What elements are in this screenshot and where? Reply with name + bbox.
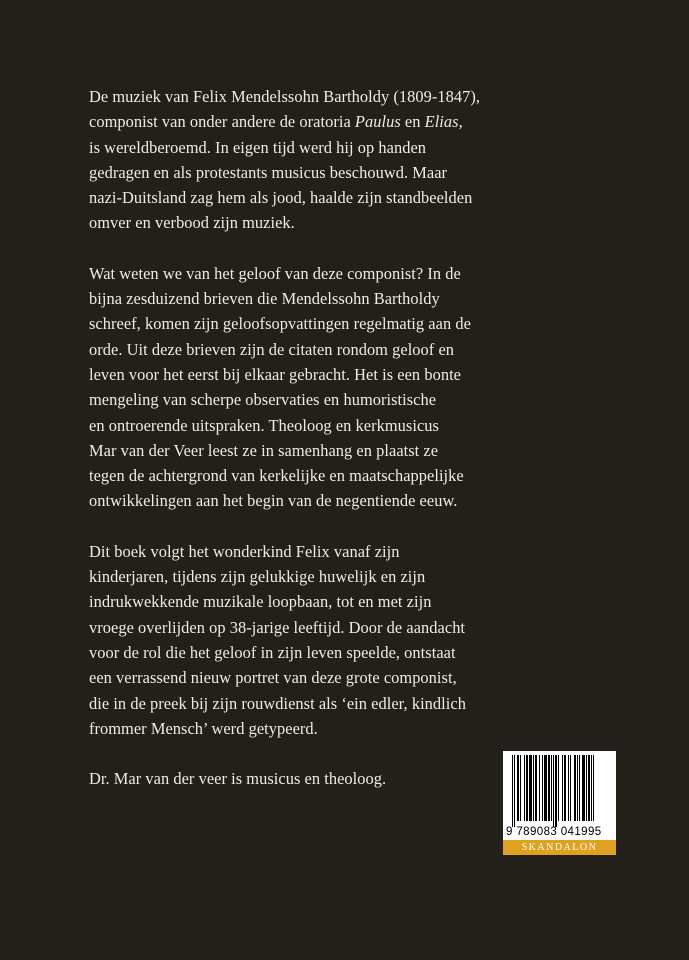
text-line: en ontroerende uitspraken. Theoloog en kerkmusicus [89, 415, 439, 435]
text-line: voor de rol die het geloof in zijn leven speelde, ontstaat [89, 642, 456, 662]
barcode-bar [570, 755, 571, 821]
isbn-number: 9 789083 041995 [506, 826, 602, 838]
barcode-bar [514, 755, 515, 827]
barcode-bar [568, 755, 569, 821]
barcode-bar [577, 755, 578, 821]
barcode-bar [548, 755, 550, 821]
barcode-bar [529, 755, 532, 821]
barcode-bar [593, 755, 594, 821]
text-line: die in de preek bij zijn rouwdienst als ‘ein edler, kindlich [89, 693, 466, 713]
barcode-bar [582, 755, 585, 821]
isbn-barcode [503, 751, 616, 854]
text-line: Wat weten we van het geloof van deze componist? In de [89, 263, 461, 283]
publisher-logo: SKANDALON [503, 840, 616, 855]
blurb [89, 84, 609, 816]
barcode-bar [512, 755, 513, 827]
barcode-bar [535, 755, 537, 821]
oratorio-title: Elias [424, 112, 459, 132]
barcode-bar [517, 755, 519, 821]
text-segment: en [400, 112, 425, 132]
barcode-bar [558, 755, 559, 821]
barcode-bar [551, 755, 552, 821]
text-line: kinderjaren, tijdens zijn gelukkige huwelijk en zijn [89, 567, 426, 587]
barcode-bar [520, 755, 521, 821]
text-line: vroege overlijden op 38-jarige leeftijd. Door de aandacht [89, 617, 466, 637]
barcode-bar [553, 755, 554, 827]
paragraph-letters [89, 261, 609, 514]
text-line: leven voor het eerst bij elkaar gebracht. Het is een bonte [89, 364, 461, 384]
barcode-bar [591, 755, 592, 821]
text-line: omver en verbood zijn muziek. [89, 213, 295, 233]
barcode-bar [539, 755, 540, 821]
text-line: De muziek van Felix Mendelssohn Bartholdy (1809-1847), [89, 87, 481, 106]
author-note: Dr. Mar van der veer is musicus en theoloog. [89, 769, 387, 789]
paragraph-life [89, 539, 609, 741]
barcode-bar [533, 755, 534, 821]
text-line: schreef, komen zijn geloofsopvattingen regelmatig aan de [89, 314, 471, 334]
barcode-bar [586, 755, 587, 821]
text-line: gedragen en als protestants musicus beschouwd. Maar [89, 162, 448, 182]
text-line [89, 109, 609, 134]
text-line: indrukwekkende muzikale loopbaan, tot en met zijn [89, 592, 432, 612]
barcode-bar [542, 755, 543, 821]
barcode-bar [574, 755, 576, 821]
text-line: een verrassend nieuw portret van deze grote componist, [89, 668, 457, 688]
oratorio-title: Paulus [354, 112, 401, 132]
text-line: is wereldberoemd. In eigen tijd werd hij op handen [89, 137, 427, 157]
text-line: frommer Mensch’ werd getypeerd. [89, 718, 318, 738]
text-line: nazi-Duitsland zag hem als jood, haalde zijn standbeelden [89, 188, 473, 208]
text-line: orde. Uit deze brieven zijn de citaten rondom geloof en [89, 339, 455, 359]
barcode-bar [555, 755, 557, 827]
text-line: bijna zesduizend brieven die Mendelssohn Bartholdy [89, 289, 440, 309]
barcode-bar [524, 755, 525, 821]
barcode-bar [526, 755, 528, 821]
text-segment: , [458, 112, 463, 132]
text-line: ontwikkelingen aan het begin van de negentiende eeuw. [89, 491, 458, 511]
barcode-bar [562, 755, 563, 821]
paragraph-intro [89, 84, 609, 236]
text-segment: componist van onder andere de oratoria [89, 112, 355, 132]
text-line: tegen de achtergrond van kerkelijke en maatschappelijke [89, 466, 464, 486]
text-line: mengeling van scherpe observaties en humoristische [89, 390, 437, 410]
text-line: Mar van der Veer leest ze in samenhang en plaatst ze [89, 440, 439, 460]
barcode-bar [544, 755, 547, 821]
text-line: Dit boek volgt het wonderkind Felix vanaf zijn [89, 541, 400, 561]
barcode-bar [564, 755, 566, 821]
barcode-bar [588, 755, 590, 821]
barcode-bar [579, 755, 580, 821]
